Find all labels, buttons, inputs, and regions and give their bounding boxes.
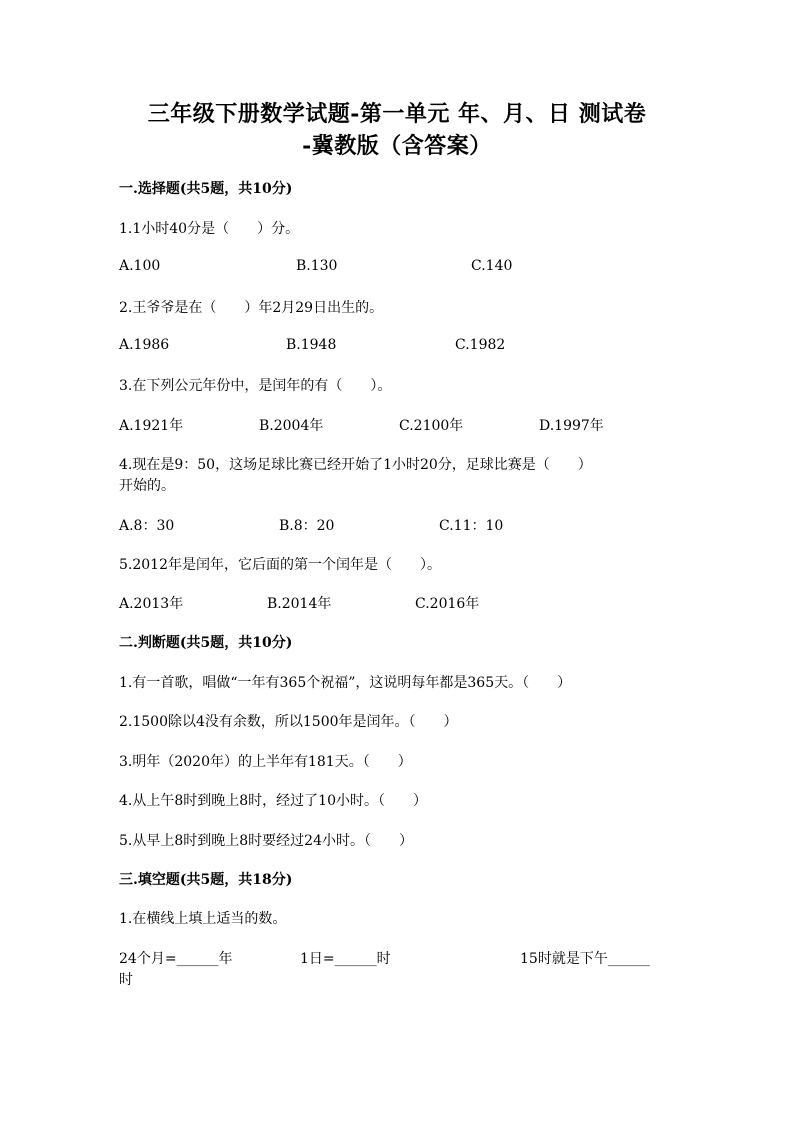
question-2-option-b: B.1948 (286, 337, 337, 353)
question-4-stem-line2: 开始的。 (119, 478, 175, 494)
section-heading-choice: 一.选择题(共5题，共10分) (119, 181, 293, 197)
question-2-option-c: C.1982 (455, 337, 506, 353)
question-4-option-b: B.8：20 (279, 518, 335, 534)
fill-blank-15-oclock: 15时就是下午______ (520, 951, 650, 967)
section-heading-judgment: 二.判断题(共5题，共10分) (119, 635, 293, 651)
question-3-option-a: A.1921年 (119, 418, 184, 434)
question-4-option-c: C.11：10 (439, 518, 504, 534)
question-3-option-d: D.1997年 (539, 418, 604, 434)
question-3-stem: 3.在下列公元年份中，是闰年的有（ ）。 (119, 378, 392, 394)
judgment-item-2: 2.1500除以4没有余数，所以1500年是闰年。（ ） (119, 714, 458, 730)
judgment-item-1: 1.有一首歌，唱做“一年有365个祝福”，这说明每年都是365天。（ ） (119, 675, 572, 691)
question-1-option-b: B.130 (296, 258, 338, 274)
question-5-option-a: A.2013年 (119, 596, 184, 612)
question-5-option-c: C.2016年 (415, 596, 480, 612)
document-title-line2: -冀教版（含答案） (302, 133, 492, 159)
judgment-item-4: 4.从上午8时到晚上8时，经过了10小时。（ ） (119, 793, 427, 809)
question-5-stem: 5.2012年是闰年，它后面的第一个闰年是（ ）。 (119, 557, 441, 573)
section-heading-fill-blank: 三.填空题(共5题，共18分) (119, 872, 293, 888)
document-title-line1: 三年级下册数学试题-第一单元 年、月、日 测试卷 (147, 101, 647, 127)
question-4-stem-line1: 4.现在是9：50，这场足球比赛已经开始了1小时20分，足球比赛是（ ） (119, 457, 592, 473)
fill-blank-months-to-years: 24个月=______年 (119, 951, 233, 967)
question-1-stem: 1.1小时40分是（ ）分。 (119, 221, 300, 237)
judgment-item-3: 3.明年（2020年）的上半年有181天。（ ） (119, 754, 412, 770)
question-5-option-b: B.2014年 (267, 596, 332, 612)
fill-blank-15-oclock-wrap: 时 (119, 972, 133, 988)
question-2-stem: 2.王爷爷是在（ ）年2月29日出生的。 (119, 300, 384, 316)
fill-blank-day-to-hours: 1日=______时 (300, 951, 391, 967)
question-2-option-a: A.1986 (119, 337, 170, 353)
question-4-option-a: A.8：30 (119, 518, 175, 534)
question-3-option-c: C.2100年 (399, 418, 464, 434)
question-3-option-b: B.2004年 (259, 418, 324, 434)
judgment-item-5: 5.从早上8时到晚上8时要经过24小时。（ ） (119, 833, 413, 849)
question-1-option-a: A.100 (119, 258, 161, 274)
fill-question-1-stem: 1.在横线上填上适当的数。 (119, 911, 287, 927)
question-1-option-c: C.140 (471, 258, 513, 274)
